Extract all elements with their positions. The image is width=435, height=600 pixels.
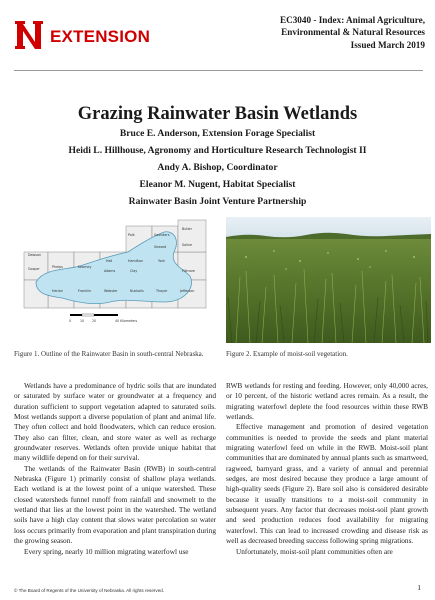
county-label: Hamilton xyxy=(128,259,143,263)
copyright-footer: © The Board of Regents of the University of Nebraska. All rights reserved. xyxy=(14,588,165,593)
county-label: Jefferson xyxy=(180,289,195,293)
county-label: Webster xyxy=(104,289,118,293)
page-number: 1 xyxy=(417,583,421,592)
scale-label: 0 xyxy=(69,319,72,323)
pub-line-2: Environmental & Natural Resources xyxy=(281,27,425,38)
paragraph: Every spring, nearly 10 million migrating waterfowl use xyxy=(24,546,189,556)
scale-label: 40 Kilometers xyxy=(115,319,138,323)
county-label: Saline xyxy=(182,243,193,247)
scale-label: 10 xyxy=(80,319,85,323)
paragraph: Unfortunately, moist-soil plant communities often are xyxy=(236,546,393,556)
county-label: York xyxy=(158,259,165,263)
county-label: Clay xyxy=(130,269,138,273)
nebraska-n-icon xyxy=(14,18,44,52)
county-label: Harlan xyxy=(52,289,63,293)
county-label: Phelps xyxy=(52,265,63,269)
county-label: Polk xyxy=(128,233,135,237)
county-label: Franklin xyxy=(78,289,91,293)
author-line-3: Andy A. Bishop, Coordinator xyxy=(157,162,278,173)
county-label: Gosper xyxy=(28,267,40,271)
county-label: Hall xyxy=(106,259,113,263)
county-label: Adams xyxy=(104,269,116,273)
county-label: Nuckolls xyxy=(130,289,144,293)
paragraph: RWB wetlands for resting and feeding. However, only 40,000 acres, or 10 percent, of the historic wetland acres remain. As a result, the migrating waterfowl deplete the food resources within these RWB wetlands. xyxy=(226,381,428,422)
body-column-right xyxy=(226,381,428,557)
page-title: Grazing Rainwater Basin Wetlands xyxy=(77,104,358,124)
rainwater-basin-map xyxy=(14,210,216,342)
county-label: Butler xyxy=(182,227,192,231)
figure-1-caption: Figure 1. Outline of the Rainwater Basin in south-central Nebraska. xyxy=(14,350,204,358)
pub-line-3: Issued March 2019 xyxy=(350,39,425,50)
moist-soil-vegetation-photo xyxy=(226,217,431,343)
figure-2-caption: Figure 2. Example of moist-soil vegetation. xyxy=(226,350,348,358)
author-line-4: Eleanor M. Nugent, Habitat Specialist xyxy=(139,179,296,190)
county-label: Thayer xyxy=(156,289,168,293)
author-line-2: Heidi L. Hillhouse, Agronomy and Horticulture Research Technologist II xyxy=(68,145,367,156)
extension-logo xyxy=(14,18,150,52)
paragraph: Wetlands have a predominance of hydric soils that are inundated or saturated by surface water or groundwater at a frequency and duration sufficient to support vegetation adapted to saturated soils. Most wetlands support a diverse population of plant and animal life. They often collect and hold floodwaters, which can reduce erosion. They also can filter, clean, and store water as well as recharge groundwater reserves. Wetlands often provide unique habitat that many wildlife depend on for their survival. xyxy=(14,381,216,463)
county-label: Seward xyxy=(154,245,167,249)
county-label: Dawson xyxy=(28,253,42,257)
header-divider xyxy=(14,70,423,71)
county-label: Saunders xyxy=(154,233,170,237)
county-label: Fillmore xyxy=(182,269,195,273)
author-line-1: Bruce E. Anderson, Extension Forage Specialist xyxy=(119,128,316,139)
publication-info xyxy=(225,14,425,51)
paragraph: The wetlands of the Rainwater Basin (RWB) in south-central Nebraska (Figure 1) primarily consist of shallow playa wetlands. Each wetland is at the lowest point of a unique watershed. These closed watersheds funnel runoff from rainfall and snowmelt to the wetland that lies at the lowest point in the watershed. The wetland soils have a high clay content that slows water percolation so water loss occurs primarily from evaporation and plant transpiration during the growing season. xyxy=(14,463,216,546)
map-scale-bar xyxy=(69,314,137,323)
body-column-left xyxy=(14,381,216,557)
author-line-5: Rainwater Basin Joint Venture Partnership xyxy=(128,196,307,207)
pub-line-1: EC3040 - Index: Animal Agriculture, xyxy=(279,15,425,25)
logo-text: EXTENSION xyxy=(50,27,151,46)
paragraph: Effective management and promotion of desired vegetation communities is needed to provide the seeds and plant material migrating waterfowl feed on while in the RWB. Moist-soil plant communities that are dominated by annual plants such as smartweed, ragweed, barnyard grass, and a variety of annual and perennial sedges, are most desired because they produce a large amount of high-quality seeds (Figure 2). Bare soil also is considered desirable because it usually transitions to a moist-soil community in subsequent years. Any factor that decreases moist-soil plant growth and seed production reduces food availability for migrating waterfowl. This can lead to increased crowding and disease risk as well as decreased breeding success following spring migrations. xyxy=(226,422,428,546)
scale-label: 20 xyxy=(92,319,97,323)
county-label: Kearney xyxy=(78,265,92,269)
